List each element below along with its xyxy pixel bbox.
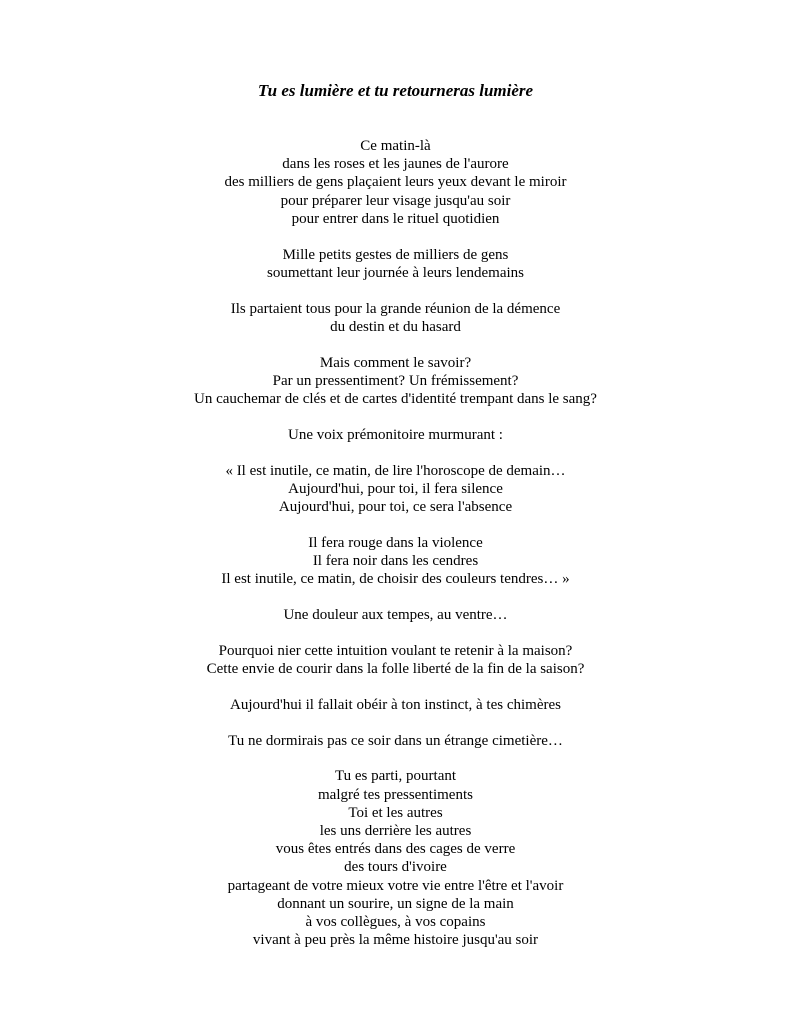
poem-stanza: [0, 642, 791, 678]
poem-stanza: [0, 300, 791, 336]
poem-line: Par un pressentiment? Un frémissement?: [272, 372, 519, 389]
poem-line: Une voix prémonitoire murmurant :: [288, 426, 503, 443]
poem-line: « Il est inutile, ce matin, de lire l'horoscope de demain…: [225, 462, 566, 479]
poem-stanza: [0, 606, 791, 624]
poem-line: pour entrer dans le rituel quotidien: [291, 210, 500, 227]
poem-stanza: [0, 534, 791, 589]
poem-line: Il fera rouge dans la violence: [308, 534, 483, 551]
poem-line: Aujourd'hui, pour toi, il fera silence: [288, 480, 503, 497]
poem-title: Tu es lumière et tu retourneras lumière: [257, 81, 534, 100]
poem-stanza: [0, 732, 791, 750]
poem-line: Aujourd'hui il fallait obéir à ton instinct, à tes chimères: [230, 696, 561, 713]
poem-line: malgré tes pressentiments: [318, 786, 473, 803]
poem-line: vivant à peu près la même histoire jusqu'au soir: [252, 932, 539, 949]
poem-line: du destin et du hasard: [330, 318, 461, 335]
poem-line: Aujourd'hui, pour toi, ce sera l'absence: [278, 499, 513, 516]
poem-stanza: [0, 696, 791, 714]
poem-line: à vos collègues, à vos copains: [305, 914, 486, 931]
poem-line: les uns derrière les autres: [319, 823, 472, 840]
poem-stanza: [0, 354, 791, 409]
poem-line: vous êtes entrés dans des cages de verre: [275, 841, 516, 858]
poem-line: Mille petits gestes de milliers de gens: [282, 246, 509, 263]
poem-line: Tu es parti, pourtant: [334, 768, 457, 785]
poem-stanza: [0, 767, 791, 949]
poem-line: soumettant leur journée à leurs lendemains: [267, 264, 524, 281]
poem-line: donnant un sourire, un signe de la main: [277, 895, 514, 912]
poem-line: Toi et les autres: [348, 804, 443, 821]
poem-line: Tu ne dormirais pas ce soir dans un étrange cimetière…: [228, 732, 563, 749]
poem-line: Un cauchemar de clés et de cartes d'identité trempant dans le sang?: [194, 391, 597, 408]
poem-line: Mais comment le savoir?: [319, 354, 472, 371]
poem-line: Ils partaient tous pour la grande réunion de la démence: [230, 300, 561, 317]
poem-stanza: [0, 462, 791, 517]
poem-stanza: [0, 246, 791, 282]
poem-line: partageant de votre mieux votre vie entre l'être et l'avoir: [227, 877, 564, 894]
poem-line: des tours d'ivoire: [344, 859, 447, 876]
poem-line: Une douleur aux tempes, au ventre…: [283, 607, 508, 624]
poem-body: [0, 137, 791, 967]
poem-line: Ce matin-là: [360, 138, 431, 154]
poem-line: Cette envie de courir dans la folle liberté de la fin de la saison?: [206, 661, 585, 678]
poem-line: Il fera noir dans les cendres: [312, 553, 479, 570]
poem-line: Pourquoi nier cette intuition voulant te retenir à la maison?: [218, 642, 573, 659]
poem-stanza: [0, 137, 791, 228]
poem-line: pour préparer leur visage jusqu'au soir: [280, 192, 511, 209]
poem-stanza: [0, 426, 791, 444]
poem-line: dans les roses et les jaunes de l'aurore: [282, 156, 509, 173]
poem-line: Il est inutile, ce matin, de choisir des couleurs tendres… »: [221, 571, 570, 588]
poem-line: des milliers de gens plaçaient leurs yeux devant le miroir: [224, 174, 567, 191]
